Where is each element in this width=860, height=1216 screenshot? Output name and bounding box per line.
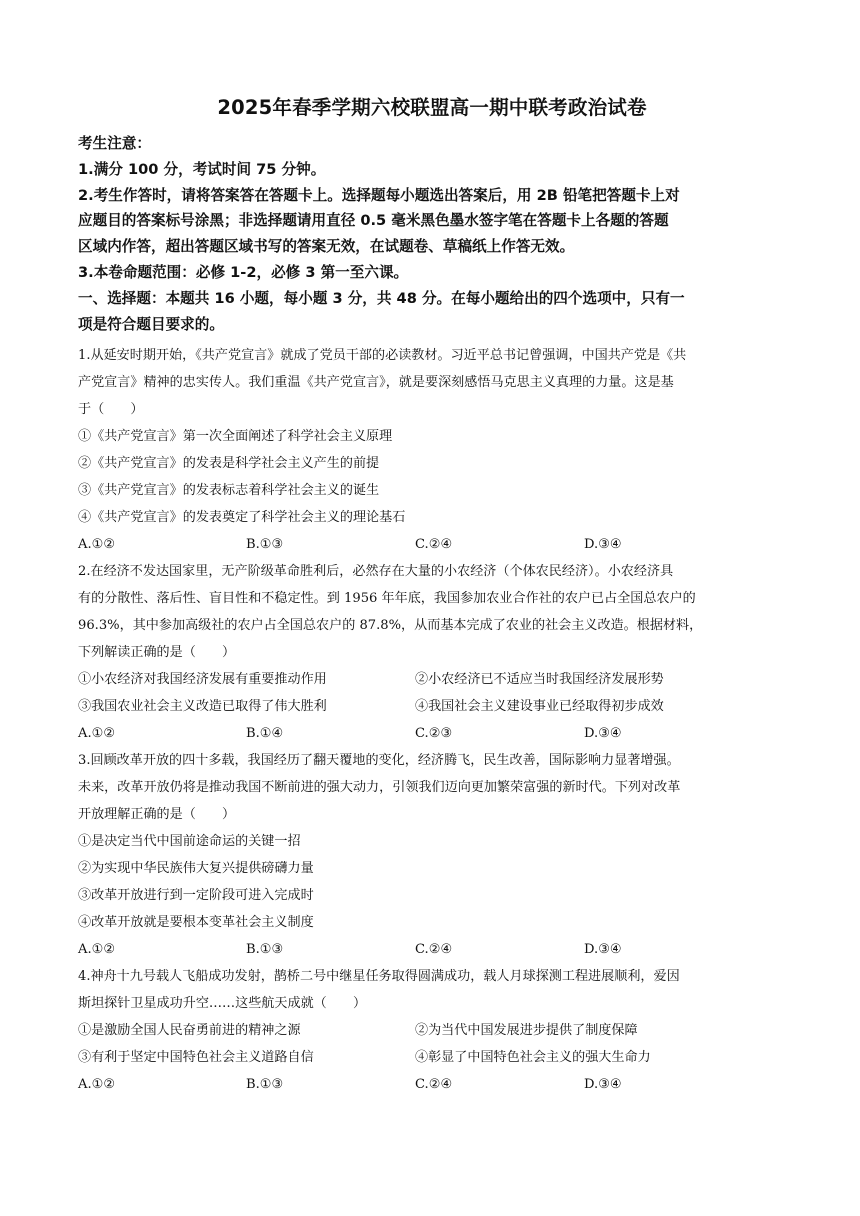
- exam-title: 2025年春季学期六校联盟高一期中联考政治试卷: [217, 96, 647, 119]
- statement-item: ①《共产党宣言》第一次全面阐述了科学社会主义原理: [78, 429, 393, 444]
- question-stem: 4.神舟十九号载人飞船成功发射，鹊桥二号中继星任务取得圆满成功，载人月球探测工程进展顺利，爱因: [78, 969, 680, 984]
- statement-item: ②为当代中国发展进步提供了制度保障: [415, 1023, 638, 1038]
- answer-options: [78, 936, 786, 963]
- statement-item: ③有利于坚定中国特色社会主义道路自信: [78, 1050, 314, 1065]
- question-stem: 下列解读正确的是（ ）: [78, 645, 236, 660]
- statement-item: ④我国社会主义建设事业已经取得初步成效: [415, 699, 664, 714]
- question-stem: 2.在经济不发达国家里，无产阶级革命胜利后，必然存在大量的小农经济（个体农民经济）。小农经济具: [78, 564, 674, 579]
- question-stem: 96.3%，其中参加高级社的农户占全国总农户的 87.8%，从而基本完成了农业的社会主义改造。根据材料，: [78, 618, 703, 633]
- question-1: [78, 342, 786, 558]
- question-stem: 于（ ）: [78, 402, 144, 417]
- statement-item: ②为实现中华民族伟大复兴提供磅礴力量: [78, 861, 314, 876]
- statement-row: [78, 693, 786, 720]
- option-c: C.②③: [415, 726, 453, 741]
- exam-notice: [78, 131, 786, 337]
- option-a: A.①②: [78, 726, 116, 741]
- option-c: C.②④: [415, 537, 453, 552]
- question-4: [78, 963, 786, 1098]
- statement-row: [78, 1044, 786, 1071]
- statement-item: ③改革开放进行到一定阶段可进入完成时: [78, 888, 314, 903]
- notice-item-3: 3.本卷命题范围：必修 1-2，必修 3 第一至六课。: [78, 263, 409, 281]
- statement-item: ①是激励全国人民奋勇前进的精神之源: [78, 1023, 301, 1038]
- question-3: [78, 747, 786, 963]
- statement-item: ②《共产党宣言》的发表是科学社会主义产生的前提: [78, 456, 380, 471]
- question-2: [78, 558, 786, 747]
- question-stem: 有的分散性、落后性、盲目性和不稳定性。到 1956 年年底，我国参加农业合作社的农户已占全国总农户的: [78, 591, 696, 606]
- option-d: D.③④: [584, 942, 622, 957]
- notice-item-2-cont: 应题目的答案标号涂黑；非选择题请用直径 0.5 毫米黑色墨水签字笔在答题卡上各题的答题: [78, 212, 669, 230]
- notice-item-1: 1.满分 100 分，考试时间 75 分钟。: [78, 160, 326, 178]
- option-a: A.①②: [78, 1077, 116, 1092]
- notice-heading: 考生注意：: [78, 135, 151, 152]
- option-d: D.③④: [584, 726, 622, 741]
- option-b: B.①③: [246, 942, 284, 957]
- statement-item: ②小农经济已不适应当时我国经济发展形势: [415, 672, 664, 687]
- answer-options: [78, 720, 786, 747]
- statement-item: ③我国农业社会主义改造已取得了伟大胜利: [78, 699, 327, 714]
- section-heading: 一、选择题：本题共 16 小题，每小题 3 分，共 48 分。在每小题给出的四个选项中，只有一: [78, 289, 685, 307]
- question-stem: 产党宣言》精神的忠实传人。我们重温《共产党宣言》，就是要深刻感悟马克思主义真理的力量。这是基: [78, 375, 674, 390]
- option-c: C.②④: [415, 942, 453, 957]
- question-stem: 1.从延安时期开始，《共产党宣言》就成了党员干部的必读教材。习近平总书记曾强调，中国共产党是《共: [78, 348, 687, 363]
- question-stem: 开放理解正确的是（ ）: [78, 807, 236, 822]
- section-heading-cont: 项是符合题目要求的。: [78, 315, 224, 333]
- option-a: A.①②: [78, 942, 116, 957]
- option-c: C.②④: [415, 1077, 453, 1092]
- statement-item: ①是决定当代中国前途命运的关键一招: [78, 834, 301, 849]
- option-b: B.①④: [246, 726, 284, 741]
- statement-row: [78, 666, 786, 693]
- question-stem: 未来，改革开放仍将是推动我国不断前进的强大动力，引领我们迈向更加繁荣富强的新时代。下列对改革: [78, 780, 681, 795]
- question-stem: 3.回顾改革开放的四十多载，我国经历了翻天覆地的变化，经济腾飞，民生改善，国际影响力显著增强。: [78, 753, 680, 768]
- notice-item-2-cont: 区域内作答，超出答题区域书写的答案无效，在试题卷、草稿纸上作答无效。: [78, 238, 575, 256]
- option-d: D.③④: [584, 1077, 622, 1092]
- notice-item-2: 2.考生作答时，请将答案答在答题卡上。选择题每小题选出答案后，用 2B 铅笔把答题卡上对: [78, 186, 680, 204]
- option-d: D.③④: [584, 537, 622, 552]
- statement-item: ④彰显了中国特色社会主义的强大生命力: [415, 1050, 651, 1065]
- statement-item: ③《共产党宣言》的发表标志着科学社会主义的诞生: [78, 483, 380, 498]
- answer-options: [78, 1071, 786, 1098]
- question-stem: 斯坦探针卫星成功升空……这些航天成就（ ）: [78, 996, 367, 1011]
- option-a: A.①②: [78, 537, 116, 552]
- statement-item: ①小农经济对我国经济发展有重要推动作用: [78, 672, 327, 687]
- statement-item: ④《共产党宣言》的发表奠定了科学社会主义的理论基石: [78, 510, 406, 525]
- option-b: B.①③: [246, 537, 284, 552]
- option-b: B.①③: [246, 1077, 284, 1092]
- answer-options: [78, 531, 786, 558]
- statement-item: ④改革开放就是要根本变革社会主义制度: [78, 915, 314, 930]
- statement-row: [78, 1017, 786, 1044]
